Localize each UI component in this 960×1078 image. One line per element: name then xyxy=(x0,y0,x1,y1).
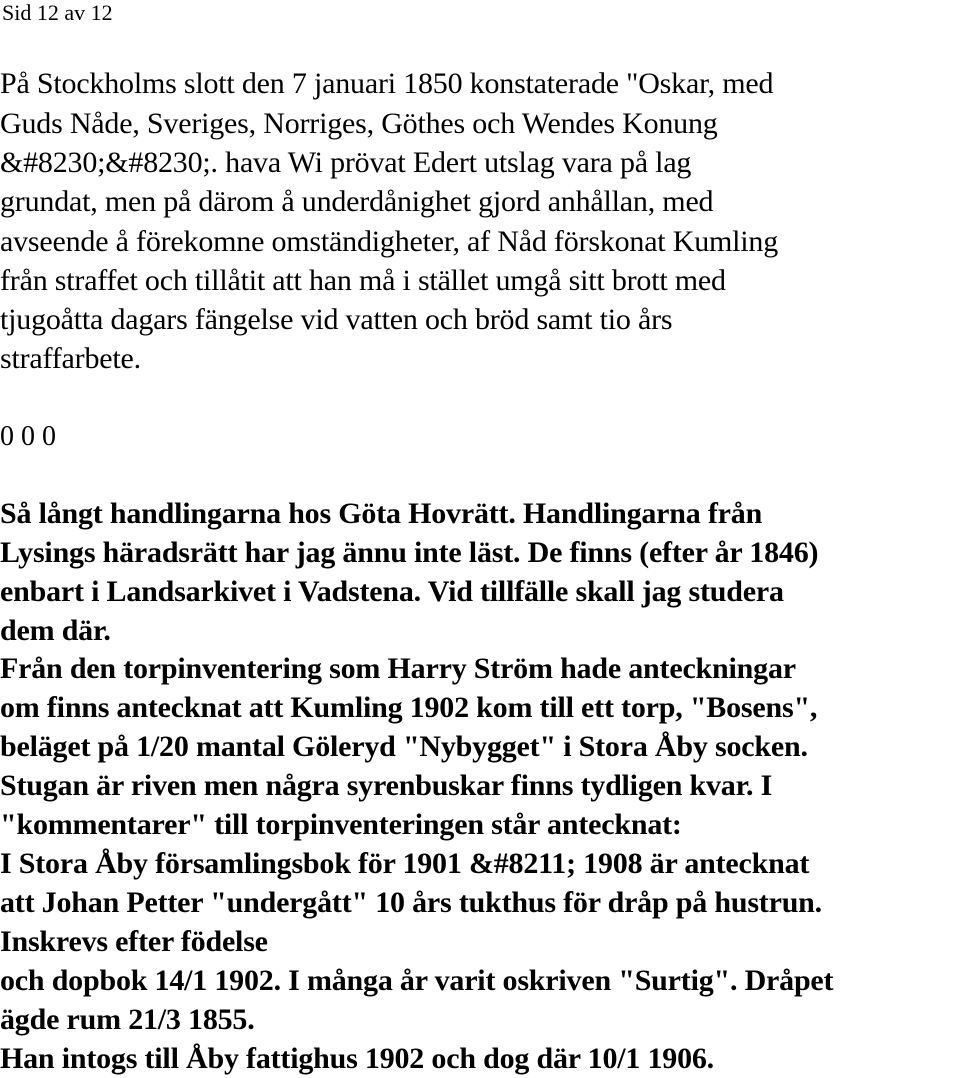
paragraph-line: Så långt handlingarna hos Göta Hovrätt. Handlingarna från xyxy=(0,497,763,530)
paragraph-line: tjugoåtta dagars fängelse vid vatten och bröd samt tio års xyxy=(0,303,673,336)
paragraph-line: &#8230;&#8230;. hava Wi prövat Edert utslag vara på lag xyxy=(0,146,692,179)
paragraph-line: om finns antecknat att Kumling 1902 kom till ett torp, "Bosens", xyxy=(0,691,818,724)
paragraph-line: att Johan Petter "undergått" 10 års tukthus för dråp på hustrun. xyxy=(0,886,822,919)
page-number-header: Sid 12 av 12 xyxy=(2,0,113,25)
paragraph-line: Guds Nåde, Sveriges, Norriges, Göthes och Wendes Konung xyxy=(0,107,718,140)
paragraph-line: Från den torpinventering som Harry Ström hade anteckningar xyxy=(0,652,796,685)
paragraph-line: På Stockholms slott den 7 januari 1850 konstaterade "Oskar, med xyxy=(0,67,774,100)
paragraph-line: Stugan är riven men några syrenbuskar finns tydligen kvar. I xyxy=(0,769,773,802)
paragraph-line: Lysings häradsrätt har jag ännu inte läst. De finns (efter år 1846) xyxy=(0,536,819,569)
paragraph-line: "kommentarer" till torpinventeringen står antecknat: xyxy=(0,808,682,841)
paragraph-line: enbart i Landsarkivet i Vadstena. Vid tillfälle skall jag studera xyxy=(0,575,784,608)
paragraph-line: ägde rum 21/3 1855. xyxy=(0,1003,255,1036)
paragraph-line: dem där. xyxy=(0,614,111,647)
paragraph-line: Inskrevs efter födelse xyxy=(0,925,268,958)
paragraph-line: avseende å förekomne omständigheter, af Nåd förskonat Kumling xyxy=(0,225,779,258)
paragraph-line: beläget på 1/20 mantal Göleryd "Nybygget" i Stora Åby socken. xyxy=(0,730,808,763)
section-separator: 0 0 0 xyxy=(0,421,56,452)
paragraph-line: Han intogs till Åby fattighus 1902 och dog där 10/1 1906. xyxy=(0,1042,714,1075)
paragraph-line: straffarbete. xyxy=(0,342,141,375)
paragraph-line: grundat, men på därom å underdånighet gjord anhållan, med xyxy=(0,185,714,218)
paragraph-line: och dopbok 14/1 1902. I många år varit oskriven "Surtig". Dråpet xyxy=(0,964,834,997)
paragraph-line: I Stora Åby församlingsbok för 1901 &#8211; 1908 är antecknat xyxy=(0,847,810,880)
paragraph-line: från straffet och tillåtit att han må i stället umgå sitt brott med xyxy=(0,264,726,297)
